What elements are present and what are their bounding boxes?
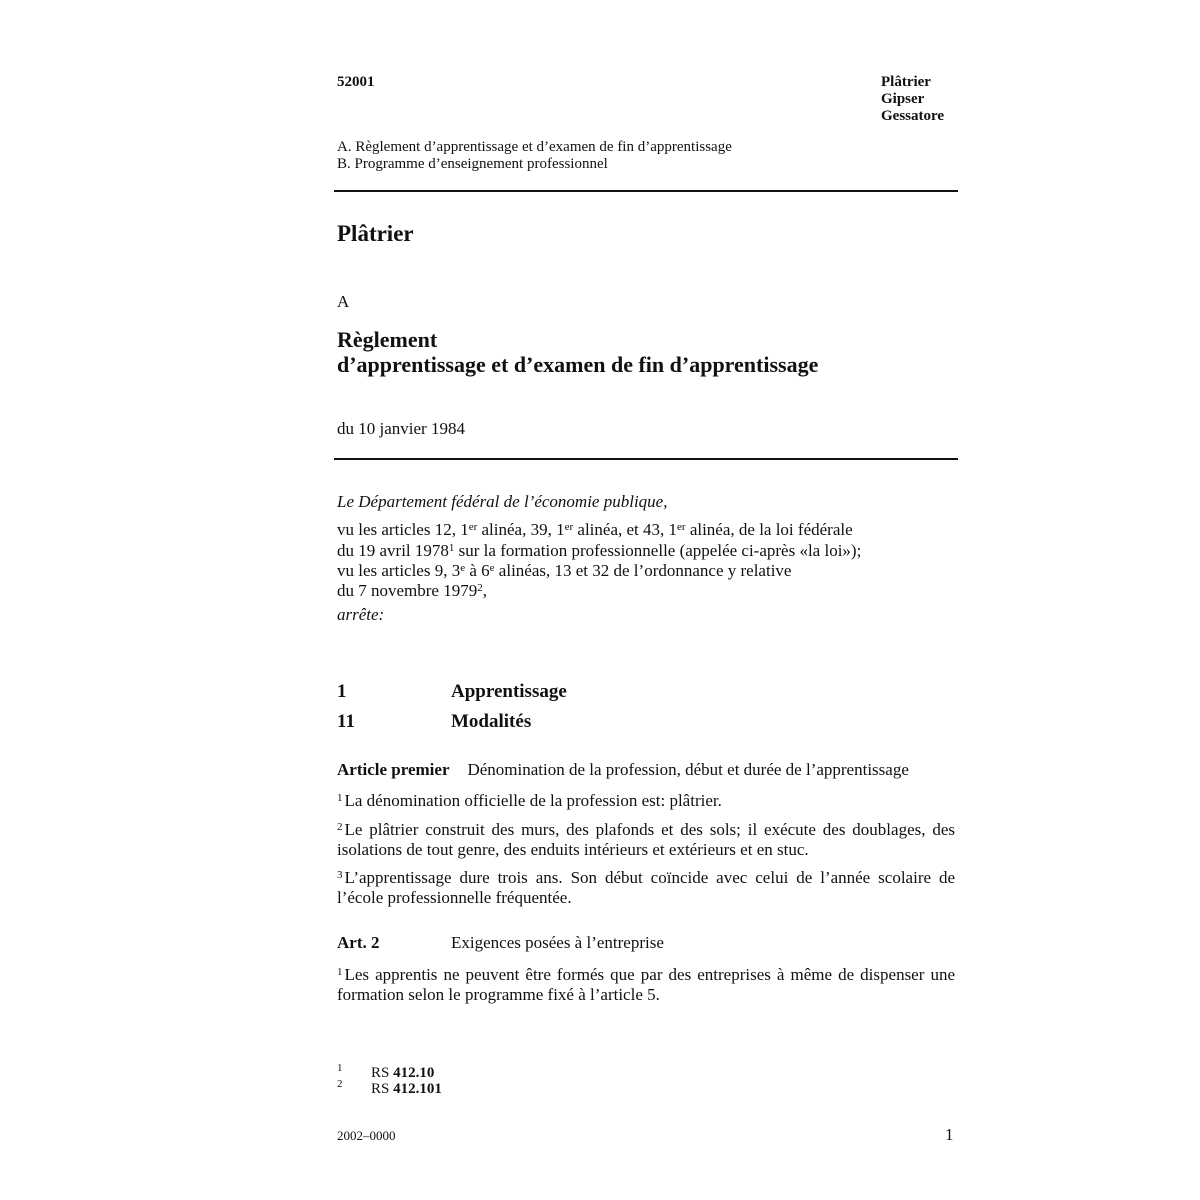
paragraph-text: Le plâtrier construit des murs, des plafonds et des sols; il exécute des doublages, des isolations de tout genre, des enduits intérieurs et extérieurs et en stuc. <box>337 820 955 859</box>
article-2-paragraph-1 <box>337 962 955 1005</box>
preamble-decrees: arrête: <box>337 605 385 624</box>
top-divider <box>334 190 958 192</box>
preamble-authority: Le Département fédéral de l’économie publique, <box>337 492 668 511</box>
ordinal-sup: er <box>468 521 478 533</box>
footnote-2 <box>371 1081 442 1098</box>
regulation-date: du 10 janvier 1984 <box>337 419 465 438</box>
header-title-fr: Plâtrier <box>881 74 931 90</box>
regulation-title-line2: d’apprentissage et d’examen de fin d’apprentissage <box>337 352 819 377</box>
footnote-2-number: 2 <box>337 1078 343 1090</box>
part-letter: A <box>337 292 350 311</box>
article-1-header <box>337 760 909 780</box>
preamble-text: sur la formation professionnelle (appelée ci-après «la loi»); <box>454 541 862 560</box>
paragraph-number: 2 <box>337 821 343 833</box>
section-number: 1 <box>337 681 347 702</box>
paragraph-text: La dénomination officielle de la profession est: plâtrier. <box>344 791 722 810</box>
contents-list <box>337 139 732 173</box>
main-title: Plâtrier <box>337 221 414 246</box>
subsection-number: 11 <box>337 711 355 732</box>
preamble-text: du 7 novembre 1979 <box>337 581 478 600</box>
footnote-prefix: RS <box>371 1065 390 1081</box>
preamble-line-1 <box>337 517 853 540</box>
article-1-label: Article premier <box>337 760 450 779</box>
preamble-text: alinéas, 13 et 32 de l’ordonnance y relative <box>494 561 792 580</box>
footnote-prefix: RS <box>371 1081 390 1097</box>
preamble-text: vu les articles 12, 1 <box>337 520 469 539</box>
header-titles <box>881 74 944 125</box>
contents-item-b: B. Programme d’enseignement professionnel <box>337 156 608 172</box>
preamble-text: alinéa, 39, 1 <box>477 520 565 539</box>
preamble-text: , <box>482 581 487 600</box>
footnote-1 <box>371 1065 434 1082</box>
regulation-title <box>337 327 818 377</box>
footnote-ref: 2 <box>477 582 483 594</box>
paragraph-number: 1 <box>337 792 343 804</box>
article-1-paragraph-3 <box>337 865 955 908</box>
footnote-1-number: 1 <box>337 1062 343 1074</box>
preamble-divider <box>334 458 958 460</box>
header-title-it: Gessatore <box>881 108 945 124</box>
paragraph-text: L’apprentissage dure trois ans. Son début coïncide avec celui de l’année scolaire de l’école professionnelle fréquentée. <box>337 868 955 907</box>
header-title-de: Gipser <box>881 91 925 107</box>
page-number: 1 <box>945 1125 954 1144</box>
ordinal-sup: e <box>489 562 495 574</box>
article-1-paragraph-2 <box>337 817 955 860</box>
preamble-text: alinéa, et 43, 1 <box>573 520 678 539</box>
paragraph-number: 1 <box>337 966 343 978</box>
preamble-text: vu les articles 9, 3 <box>337 561 461 580</box>
preamble-text: du 19 avril 1978 <box>337 541 449 560</box>
article-1-heading: Dénomination de la profession, début et durée de l’apprentissage <box>467 760 909 779</box>
paragraph-number: 3 <box>337 869 343 881</box>
footnote-ref: 1 <box>448 542 455 554</box>
preamble-text: alinéa, de la loi fédérale <box>685 520 853 539</box>
paragraph-text: Les apprentis ne peuvent être formés que par des entreprises à même de dispenser une formation selon le programme fixé à l’article 5. <box>337 965 955 1004</box>
section-title: Apprentissage <box>451 681 567 702</box>
article-2-heading: Exigences posées à l’entreprise <box>451 933 664 952</box>
ordinal-sup: e <box>460 562 466 574</box>
footnote-ref-number: 412.10 <box>393 1065 435 1081</box>
subsection-title: Modalités <box>451 711 532 732</box>
footer-code: 2002–0000 <box>337 1128 396 1143</box>
article-1-paragraph-1 <box>337 788 722 811</box>
regulation-title-line1: Règlement <box>337 327 438 352</box>
document-number: 52001 <box>337 74 375 90</box>
footnote-ref-number: 412.101 <box>393 1081 442 1097</box>
preamble-line-4 <box>337 578 487 601</box>
contents-item-a: A. Règlement d’apprentissage et d’examen de fin d’apprentissage <box>337 139 732 155</box>
preamble-text: à 6 <box>465 561 490 580</box>
ordinal-sup: er <box>564 521 574 533</box>
article-2-label: Art. 2 <box>337 933 380 952</box>
ordinal-sup: er <box>677 521 686 533</box>
